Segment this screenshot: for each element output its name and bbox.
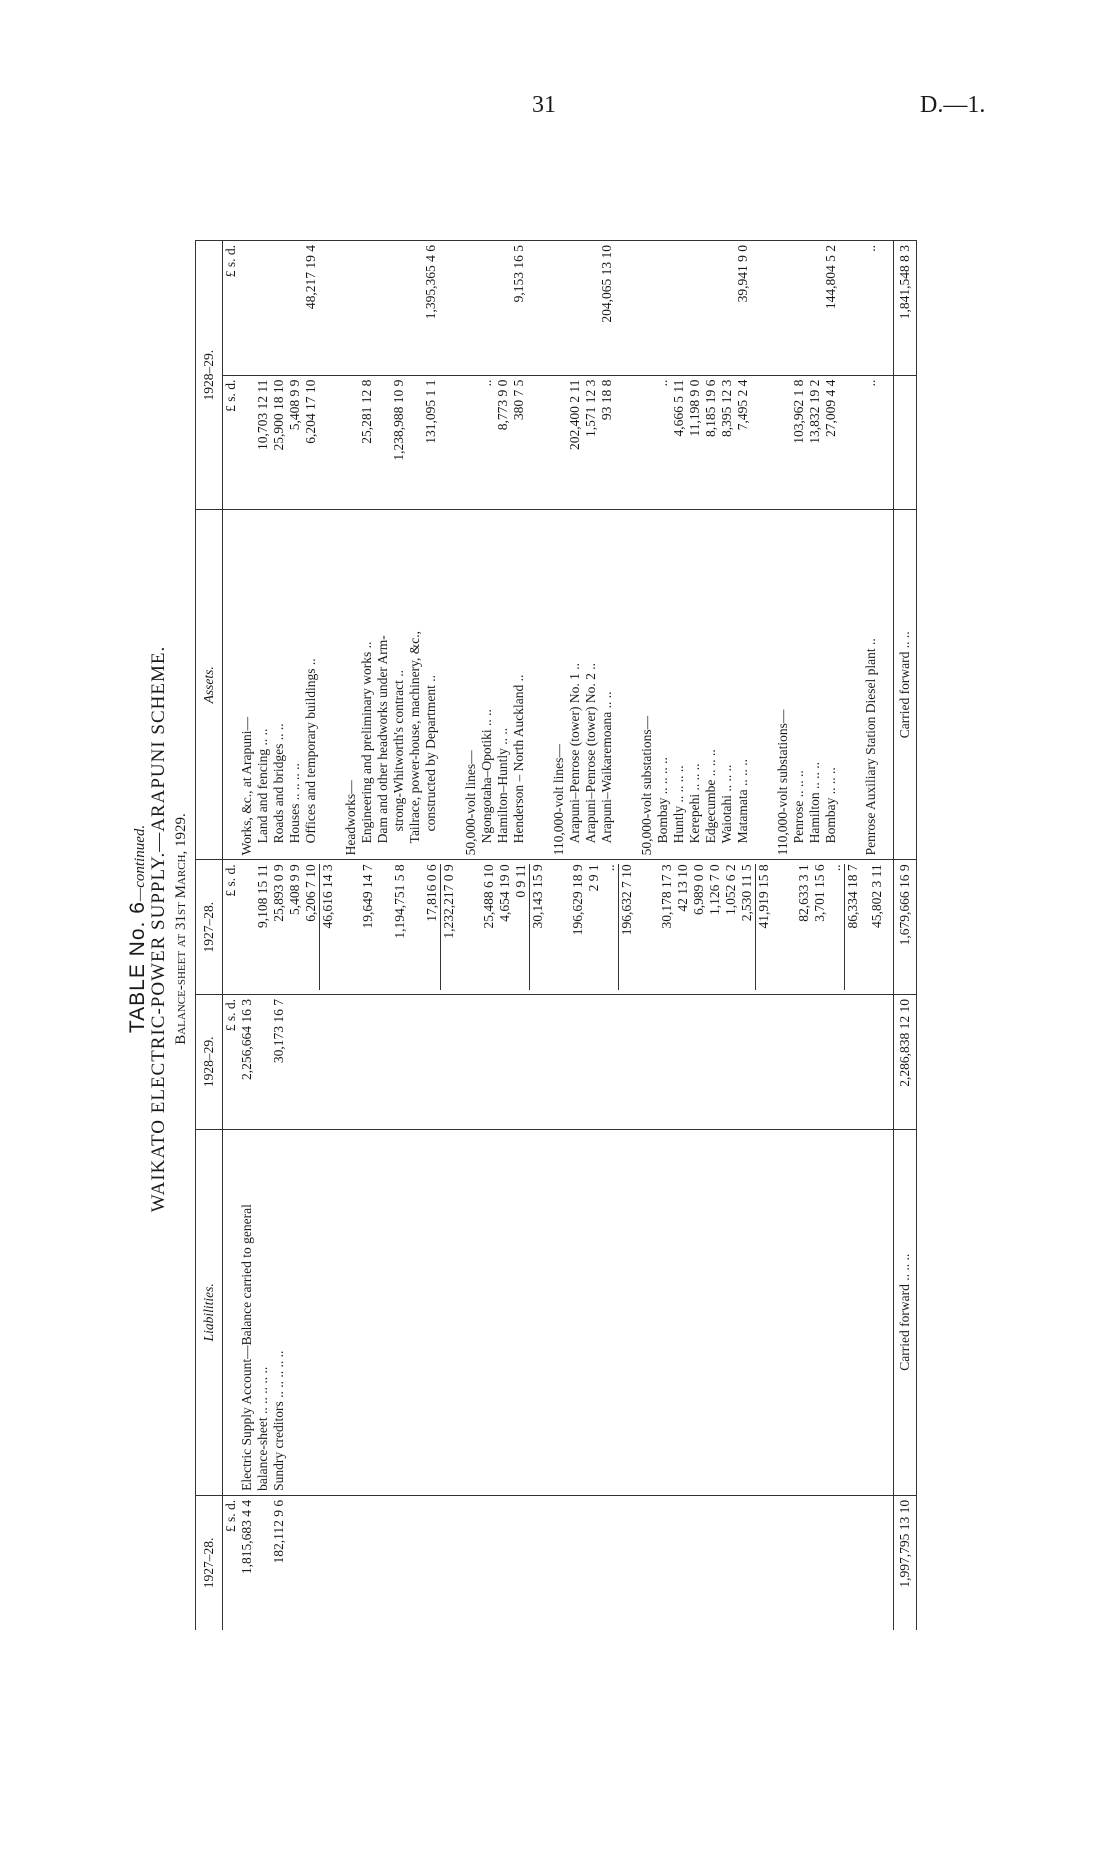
asset-description: 110,000-volt substations— (775, 709, 790, 856)
liab-description: Electric Supply Account—Balance carried to general (239, 1204, 254, 1491)
blank-line (495, 245, 511, 371)
blank-line (839, 245, 855, 371)
asset-description: Huntly .. .. .. .. (671, 765, 686, 844)
spacer (335, 514, 343, 855)
blank-line (255, 245, 271, 371)
spacer (879, 514, 887, 855)
asset-1928-value: 131,095 1 1 (423, 379, 438, 444)
asset-1928-value: 202,400 2 11 (567, 379, 582, 451)
spacer (631, 380, 639, 506)
lsd-header: £ s. d. (223, 864, 238, 897)
blank-line (775, 245, 791, 371)
blank-line (655, 245, 671, 371)
asset-description: 110,000-volt lines— (551, 744, 566, 856)
body-row (223, 241, 894, 1631)
asset-description: Headworks— (343, 780, 358, 856)
asset-1928-group-total: 204,065 13 10 (599, 245, 614, 323)
blank-line (719, 245, 735, 371)
asset-1928-value (775, 380, 791, 506)
asset-1928-group-total: 144,804 5 2 (823, 245, 838, 310)
asset-1928-group-total: 1,395,365 4 6 (423, 245, 438, 320)
blank-line (479, 245, 495, 371)
asset-1927-value: 2,530 11 5 (739, 864, 754, 922)
asset-1927-value (376, 864, 392, 990)
spacer (855, 245, 863, 371)
assets-1928-carried-forward: 1,841,548 8 3 (894, 241, 917, 376)
asset-1928-value: .. (655, 379, 670, 387)
blank-line (527, 380, 543, 506)
asset-1928-value: 10,703 12 11 (255, 379, 270, 451)
asset-description: Roads and bridges .. .. (271, 723, 286, 844)
asset-1927-value: 3,701 15 6 (812, 864, 827, 922)
asset-1927-value: 42 13 10 (675, 864, 690, 912)
blank-line (639, 245, 655, 371)
spacer (767, 514, 775, 855)
spacer (855, 380, 863, 506)
liab-1928-value: 2,256,664 16 3 (239, 999, 254, 1080)
asset-1927-value: 196,629 18 9 (570, 864, 585, 936)
asset-description: Hamilton–Huntly .. .. (495, 727, 510, 844)
blank-line (703, 245, 719, 371)
spacer (767, 380, 775, 506)
assets-1927-carried-forward: 1,679,666 16 9 (894, 860, 917, 995)
asset-description: strong-Whitworth's contract .. (391, 669, 406, 832)
asset-1928-group-total: 48,217 19 4 (303, 245, 318, 310)
asset-1927-value (344, 864, 360, 990)
blank-line (343, 245, 359, 371)
blank-line (223, 1134, 239, 1491)
asset-description: Penrose .. .. .. (791, 770, 806, 844)
table-title: TABLE No. 6—continued. (126, 824, 149, 1034)
asset-1927-value: .. (602, 864, 617, 872)
asset-description: Hamilton .. .. .. (807, 761, 822, 844)
spacer (879, 380, 887, 506)
liab-1928-header: 1928–29. (196, 995, 223, 1130)
spacer (543, 245, 551, 371)
asset-1927-value: .. (828, 864, 843, 872)
spacer (335, 380, 343, 506)
asset-description: 50,000-volt lines— (463, 750, 478, 856)
liab-1927-value: 182,112 9 6 (271, 1499, 286, 1564)
spacer (767, 245, 775, 371)
asset-1928-value: 25,281 12 8 (359, 379, 374, 444)
asset-1928-value: .. (479, 379, 494, 387)
page-number: 31 (532, 92, 556, 118)
asset-1928-value (407, 380, 423, 506)
asset-description: Bombay .. .. .. .. (655, 757, 670, 844)
asset-1927-subtotal: 86,334 18 7 (844, 864, 861, 990)
blank-line (615, 245, 631, 371)
blank-line (271, 245, 287, 371)
blank-line (567, 245, 583, 371)
asset-1927-value (643, 864, 659, 990)
asset-1928-value: 8,185 19 6 (703, 379, 718, 438)
spacer (631, 245, 639, 371)
spacer (631, 514, 639, 855)
spacer (543, 380, 551, 506)
asset-1927-value: 19,649 14 7 (360, 864, 375, 929)
asset-description: Engineering and preliminary works .. (359, 641, 374, 844)
asset-1928-value (463, 380, 479, 506)
asset-description: constructed by Department .. (423, 675, 438, 832)
asset-1928-group-total: 39,941 9 0 (735, 245, 750, 303)
asset-1928-value: .. (863, 379, 878, 387)
blank-line (463, 245, 479, 371)
asset-1927-value (780, 864, 796, 990)
blank-line (223, 514, 239, 855)
carried-forward-row (894, 241, 917, 1631)
balance-sheet-subtitle: Balance-sheet at 31st March, 1929. (173, 813, 189, 1045)
asset-1927-value (239, 864, 255, 990)
header-row (196, 241, 223, 1631)
blank-line (839, 514, 855, 855)
blank-line (375, 245, 391, 371)
spacer (885, 864, 893, 990)
asset-1927-value (554, 864, 570, 990)
asset-description: Matamata .. .. .. (735, 759, 750, 844)
asset-1928-value: 4,666 5 11 (671, 379, 686, 437)
asset-description: Bombay .. .. .. (823, 767, 838, 844)
asset-1928-value: 93 18 8 (599, 379, 614, 421)
asset-1927-value: 5,408 9 9 (287, 864, 302, 915)
asset-1927-value: 30,178 17 3 (659, 864, 674, 929)
assets-header: Assets. (196, 510, 223, 860)
asset-description: Ngongotaha–Opotiki .. .. (479, 709, 494, 844)
asset-1928-value: 103,962 1 8 (791, 379, 806, 444)
assets-carried-forward-label: Carried forward .. .. (894, 510, 917, 860)
asset-1927-subtotal: 46,616 14 3 (319, 864, 336, 990)
blank-line (615, 380, 631, 506)
document-reference: D.—1. (920, 92, 986, 118)
blank-line (583, 245, 599, 371)
spacer (772, 864, 780, 990)
asset-1927-value: 82,633 3 1 (796, 864, 811, 922)
asset-1928-value: 11,198 9 0 (687, 379, 702, 437)
asset-1928-value (343, 380, 359, 506)
liab-1928-carried-forward: 2,286,838 12 10 (894, 995, 917, 1130)
blank-line (391, 245, 407, 371)
asset-1928-value (551, 380, 567, 506)
lsd-header: £ s. d. (223, 245, 238, 278)
scheme-title: WAIKATO ELECTRIC-POWER SUPPLY.—ARAPUNI SCHEME. (148, 645, 169, 1213)
asset-1927-value: 1,052 6 2 (723, 864, 738, 915)
asset-1928-value: 8,395 12 3 (719, 379, 734, 438)
asset-1928-value: 1,571 12 3 (583, 379, 598, 438)
liab-carried-forward-label: Carried forward .. .. .. (894, 1129, 917, 1495)
asset-1927-value: 25,893 0 9 (271, 864, 286, 922)
asset-1927-subtotal: 41,919 15 8 (755, 864, 772, 990)
blank-line (527, 245, 543, 371)
liab-1927-value (255, 1500, 271, 1626)
asset-1927-value: 6,989 0 0 (691, 864, 706, 915)
spacer (861, 864, 869, 990)
blank-line (791, 245, 807, 371)
blank-line (807, 245, 823, 371)
blank-line (439, 245, 455, 371)
asset-description: Arapuni–Penrose (tower) No. 2 .. (583, 663, 598, 844)
liab-1927-value: 1,815,683 4 4 (239, 1499, 254, 1575)
blank-line (439, 380, 455, 506)
blank-line (751, 245, 767, 371)
asset-description: Tailrace, power-house, machinery, &c., (407, 631, 422, 844)
asset-1927-value: 2 9 1 (586, 864, 601, 892)
asset-1928-value (639, 380, 655, 506)
asset-1927-subtotal: 1,232,217 0 9 (440, 864, 457, 990)
asset-description: Edgecumbe .. .. .. (703, 749, 718, 844)
blank-line (551, 245, 567, 371)
asset-1927-value: 17,816 0 6 (424, 864, 439, 922)
assets-column (223, 510, 894, 860)
asset-1928-value: 5,408 9 9 (287, 379, 302, 431)
asset-1927-value (465, 864, 481, 990)
asset-1928-group-total: .. (863, 245, 878, 252)
spacer (336, 864, 344, 990)
asset-1928-group-total: 9,153 16 5 (511, 245, 526, 303)
asset-1927-value: 45,802 3 11 (869, 864, 884, 928)
spacer (855, 514, 863, 855)
spacer (455, 514, 463, 855)
spacer (335, 245, 343, 371)
asset-1928-value: 6,204 17 10 (303, 379, 318, 444)
blank-line (239, 245, 255, 371)
liab-1928-column (223, 995, 894, 1130)
lsd-header: £ s. d. (223, 1499, 238, 1533)
liab-1927-column (223, 1495, 894, 1630)
blank-line (615, 514, 631, 855)
blank-line (359, 245, 375, 371)
blank-line (687, 245, 703, 371)
spacer (879, 245, 887, 371)
asset-1927-subtotal: 196,632 7 10 (618, 864, 635, 990)
liab-description: balance-sheet .. .. .. .. .. (255, 1366, 270, 1491)
blank-line (319, 380, 335, 506)
assets-1928-items-column (223, 375, 894, 510)
asset-description: Henderson – North Auckland .. (511, 674, 526, 844)
liab-1927-header: 1927–28. (196, 1495, 223, 1630)
liab-1928-value: 30,173 16 7 (271, 999, 286, 1064)
spacer (543, 514, 551, 855)
asset-description: Waiotahi .. .. .. (719, 764, 734, 844)
lsd-header: £ s. d. (223, 379, 238, 412)
assets-1927-column (223, 860, 894, 995)
asset-1928-value: 7,495 2 4 (735, 379, 750, 431)
blank-line (671, 245, 687, 371)
lsd-header: £ s. d. (223, 999, 238, 1032)
asset-1928-value: 13,832 19 2 (807, 379, 822, 444)
spacer (455, 380, 463, 506)
blank-line (319, 245, 335, 371)
blank-line (439, 514, 455, 855)
spacer (457, 864, 465, 990)
asset-1928-value (375, 380, 391, 506)
asset-description: Penrose Auxiliary Station Diesel plant .. (863, 638, 878, 856)
asset-description: Dam and other headworks under Arm- (375, 635, 390, 844)
blank-line (839, 380, 855, 506)
asset-description: Arapuni–Waikaremoana .. .. (599, 691, 614, 844)
asset-1927-value: 1,194,751 5 8 (392, 864, 407, 939)
asset-description: Houses .. .. .. .. (287, 763, 302, 844)
spacer (455, 245, 463, 371)
asset-description: Offices and temporary buildings .. (303, 658, 318, 844)
assets-1927-header: 1927–28. (196, 860, 223, 995)
asset-1927-value (408, 864, 424, 990)
asset-description: Kerepehi .. .. .. (687, 763, 702, 844)
liab-1928-value (255, 999, 271, 1125)
assets-1928-totals-column (223, 241, 894, 376)
blank-line (751, 380, 767, 506)
blank-line (407, 245, 423, 371)
asset-1927-value: 9,108 15 11 (255, 864, 270, 928)
asset-1927-value: 0 9 11 (513, 864, 528, 898)
blank-line (751, 514, 767, 855)
asset-description: Arapuni–Penrose (tower) No. 1 .. (567, 663, 582, 844)
asset-1928-value: 25,900 18 10 (271, 379, 286, 451)
asset-1927-value: 4,654 19 0 (497, 864, 512, 922)
blank-line (319, 514, 335, 855)
asset-1928-value: 27,009 4 4 (823, 379, 838, 438)
blank-line (287, 245, 303, 371)
spacer (635, 864, 643, 990)
asset-1927-value: 25,488 6 10 (481, 864, 496, 929)
assets-1928-header: 1928–29. (196, 241, 223, 510)
asset-1928-value: 380 7 5 (511, 379, 526, 421)
assets-1928-carried-forward-blank (894, 375, 917, 510)
asset-1928-value: 8,773 9 0 (495, 379, 510, 431)
spacer (546, 864, 554, 990)
liabilities-header: Liabilities. (196, 1129, 223, 1495)
asset-description: Works, &c., at Arapuni— (239, 716, 254, 856)
blank-line (527, 514, 543, 855)
liabilities-column (223, 1129, 894, 1495)
asset-description: Land and fencing .. .. (255, 728, 270, 844)
asset-1927-subtotal: 30,143 15 9 (529, 864, 546, 990)
asset-1928-value: 1,238,988 10 9 (391, 379, 406, 461)
asset-1928-value (239, 380, 255, 506)
balance-sheet-table (195, 240, 917, 1630)
asset-1927-value: 6,206 7 10 (303, 864, 318, 922)
asset-1927-value: 1,126 7 0 (707, 864, 722, 915)
liab-description: Sundry creditors .. .. .. .. .. (271, 1350, 286, 1491)
asset-description: 50,000-volt substations— (639, 715, 654, 856)
liab-1927-carried-forward: 1,997,795 13 10 (894, 1495, 917, 1630)
